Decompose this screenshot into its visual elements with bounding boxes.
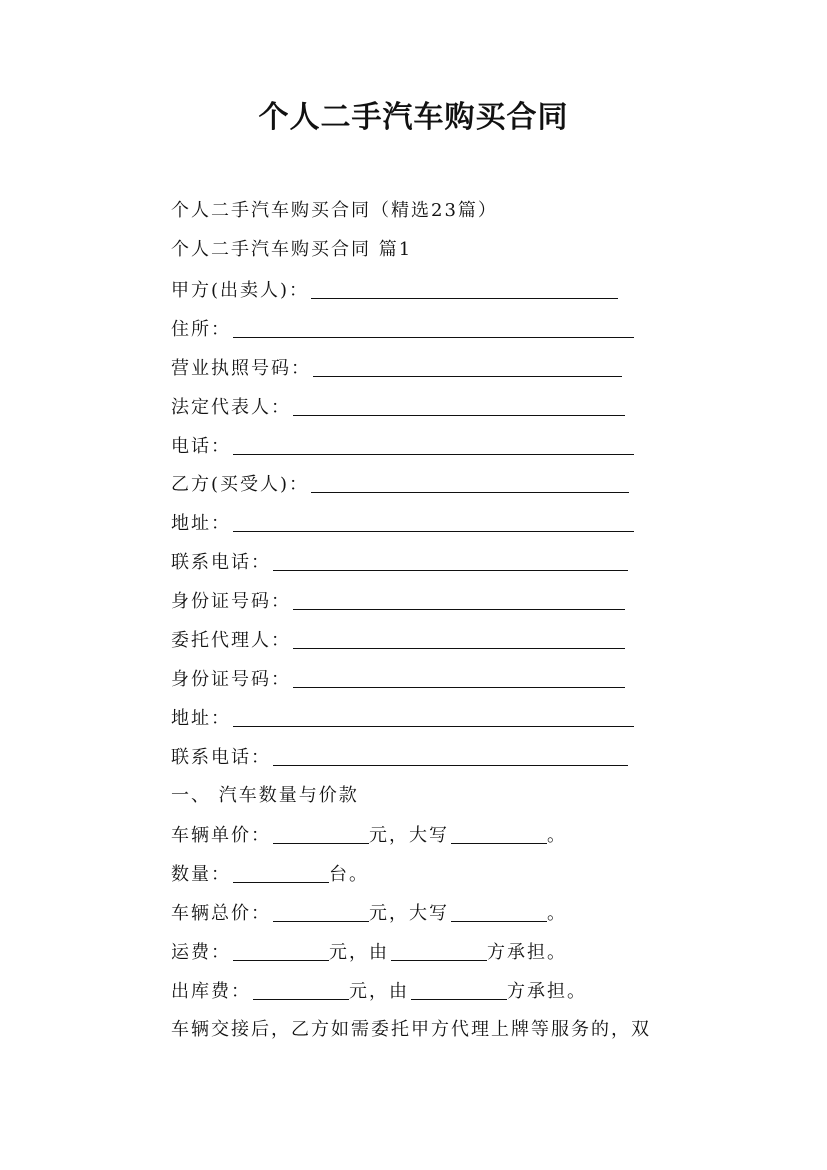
seller-phone-blank	[233, 436, 634, 455]
buyer-id-line	[171, 588, 625, 615]
outbound-fee-line	[171, 978, 587, 1005]
unit-price-period: 。	[547, 825, 567, 846]
document-title: 个人二手汽车购买合同	[258, 100, 569, 135]
buyer-address-label: 地址：	[171, 513, 231, 534]
seller-phone-label: 电话：	[171, 436, 231, 457]
freight-party-blank	[391, 942, 487, 961]
agent-address-blank	[233, 708, 634, 727]
quantity-unit: 台。	[329, 864, 369, 885]
agent-address-line	[171, 705, 634, 732]
agent-blank	[293, 630, 625, 649]
freight-blank	[233, 942, 329, 961]
quantity-blank	[233, 864, 329, 883]
unit-price-daxie-blank	[451, 825, 547, 844]
outbound-fee-blank	[253, 981, 349, 1000]
unit-price-yuan-daxie: 元，大写	[369, 825, 449, 846]
total-price-period: 。	[547, 903, 567, 924]
license-line	[171, 355, 622, 382]
legal-rep-label: 法定代表人：	[171, 397, 291, 418]
agent-id-label: 身份证号码：	[171, 669, 291, 690]
clause-1-heading: 一、 汽车数量与价款	[171, 785, 359, 806]
buyer-line	[171, 471, 629, 498]
freight-line	[171, 939, 567, 966]
seller-address-line	[171, 316, 634, 343]
total-price-daxie-blank	[451, 903, 547, 922]
license-label: 营业执照号码：	[171, 358, 311, 379]
seller-line	[171, 277, 618, 304]
seller-address-blank	[233, 319, 634, 338]
freight-bear: 方承担。	[487, 942, 567, 963]
legal-rep-blank	[293, 397, 625, 416]
agent-phone-label: 联系电话：	[171, 747, 271, 768]
section-heading: 个人二手汽车购买合同 篇1	[171, 239, 413, 260]
buyer-id-blank	[293, 591, 625, 610]
license-blank	[313, 358, 622, 377]
unit-price-blank	[273, 825, 369, 844]
buyer-label: 乙方(买受人)：	[171, 474, 310, 495]
freight-label: 运费：	[171, 942, 231, 963]
buyer-address-blank	[233, 513, 634, 532]
seller-phone-line	[171, 433, 634, 460]
agent-address-label: 地址：	[171, 708, 231, 729]
buyer-id-label: 身份证号码：	[171, 591, 291, 612]
total-price-yuan-daxie: 元，大写	[369, 903, 449, 924]
buyer-blank	[311, 474, 629, 493]
seller-label: 甲方(出卖人)：	[171, 280, 310, 301]
outbound-fee-party-blank	[411, 981, 507, 1000]
agent-id-blank	[293, 669, 625, 688]
seller-blank	[311, 280, 618, 299]
agent-phone-blank	[273, 747, 628, 766]
unit-price-label: 车辆单价：	[171, 825, 271, 846]
agent-id-line	[171, 666, 625, 693]
quantity-line	[171, 861, 369, 888]
outbound-fee-yuan-by: 元，由	[349, 981, 409, 1002]
legal-rep-line	[171, 394, 625, 421]
total-price-line	[171, 900, 567, 927]
total-price-label: 车辆总价：	[171, 903, 271, 924]
continuation-text: 车辆交接后，乙方如需委托甲方代理上牌等服务的，双	[171, 1019, 651, 1040]
freight-yuan-by: 元，由	[329, 942, 389, 963]
agent-phone-line	[171, 744, 628, 771]
outbound-fee-label: 出库费：	[171, 981, 251, 1002]
quantity-label: 数量：	[171, 864, 231, 885]
outbound-fee-bear: 方承担。	[507, 981, 587, 1002]
buyer-phone-line	[171, 549, 628, 576]
agent-label: 委托代理人：	[171, 630, 291, 651]
agent-line	[171, 627, 625, 654]
unit-price-line	[171, 822, 567, 849]
buyer-phone-blank	[273, 552, 628, 571]
seller-address-label: 住所：	[171, 319, 231, 340]
document-subtitle: 个人二手汽车购买合同（精选23篇）	[171, 200, 498, 221]
total-price-blank	[273, 903, 369, 922]
buyer-phone-label: 联系电话：	[171, 552, 271, 573]
buyer-address-line	[171, 510, 634, 537]
